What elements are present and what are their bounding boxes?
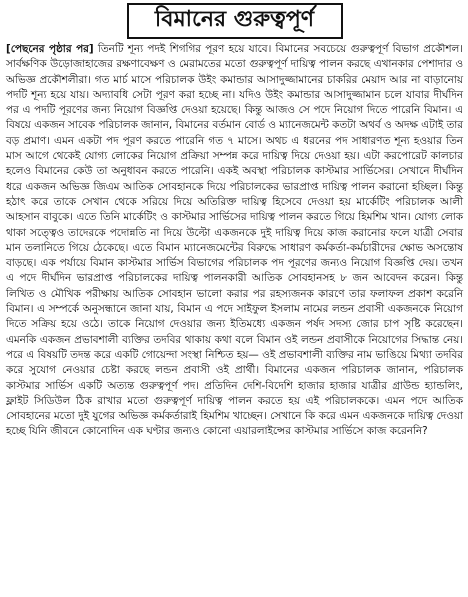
- headline: বিমানের গুরুত্বপূর্ণ: [154, 7, 315, 32]
- article-body: [6, 42, 463, 440]
- article-body-text: তিনটি শূন্য পদই শিগগির পূরণ হয়ে যাবে। বিমানের সবচেয়ে গুরুত্বপূর্ণ বিভাগ প্রকৌশল। সার্বক্ষণিক উড়োজাহাজের রক্ষণাবেক্ষণ ও মেরামতের মতো গুরুত্বপূর্ণ দায়িত্ব পালন করছে এখানকার পেশাদার ও অভিজ্ঞ প্রকৌশলীরা। গত মার্চ মাসে পরিচালক উইং কমান্ডার আসাদুজ্জামানের চাকরির মেয়াদ আর না বাড়ানোয় পদটি শূন্য হয়ে যায়। অদ্যাবধি সেটা পূরণ করা হচ্ছে না। যদিও উইং কমান্ডার আসাদুজ্জামান চলে যাবার দীর্ঘদিন পর এ পদটি পূরণের জন্য নিয়োগ বিজ্ঞপ্তি দেওয়া হয়েছে। কিন্তু আজও সে পদে নিয়োগ দিতে পারেনি বিমান। এ বিষয়ে একজন সাবেক পরিচালক জানান, বিমানের বর্তমান বোর্ড ও ম্যানেজমেন্ট কতটা অথর্ব ও অদক্ষ এটাই তার বড় প্রমাণ। এমন একটা পদ পূরণ করতে পারেনি গত ৭ মাসে। অথচ এ ধরনের পদ সাধারণত শূন্য হওয়ার তিন মাস আগে থেকেই যোগ্য লোকের নিয়োগ প্রক্রিয়া সম্পন্ন করে দায়িত্ব দিয়ে দেওয়া হয়। এটা করপোরেট কালচার হলেও বিমানের কেউ তা অনুধাবন করতে পারেনি। একই অবস্থা পরিচালক কাস্টমার সার্ভিসের। সেখানে দীর্ঘদিন ধরে একজন অভিজ্ঞ জিএম আতিক সোবহানকে দিয়ে পরিচালকের ভারপ্রাপ্ত দায়িত্ব পালন করানো হচ্ছিল। কিন্তু হঠাৎ করে তাকে সেখান থেকে সরিয়ে দিয়ে অতিরিক্ত দায়িত্ব হিসেবে দেওয়া হয় মার্কেটিং পরিচালক আলী আহসান বাবুকে। এতে তিনি মার্কেটিং ও কাস্টমার সার্ভিসের দায়িত্ব পালন করতে গিয়ে হিমশিম খান। যোগ্য লোক থাকা সত্ত্বেও তাদেরকে পদোন্নতি না দিয়ে উল্টো একজনকে দুই দায়িত্ব দিয়ে কাজ করানোর ফলে যাত্রী সেবার মান তলানিতে গিয়ে ঠেকেছে। এতে বিমান ম্যানেজমেন্টের বিরুদ্ধে সাধারণ কর্মকর্তা-কর্মচারীদের ক্ষোভ অসন্তোষ বাড়ছে। এক পর্যায়ে বিমান কাস্টমার সার্ভিস বিভাগের পরিচালক পদ পূরণের জন্যও নিয়োগ বিজ্ঞপ্তি দেয়। তখন এ পদে দীর্ঘদিন ভারপ্রাপ্ত পরিচালকের দায়িত্ব পালনকারী আতিক সোবহানসহ ৮ জন আবেদন করেন। কিন্তু লিখিত ও মৌখিক পরীক্ষায় আতিক সোবহান ভালো করার পর রহস্যজনক কারণে তার ফলাফল প্রকাশ করেনি বিমান। এ সম্পর্কে অনুসন্ধানে জানা যায়, বিমান এ পদে সাইফুল ইসলাম নামের লন্ডন প্রবাসী একজনকে নিয়োগ দিতে সক্রিয় হয়ে ওঠে। তাকে নিয়োগ দেওয়ার জন্য ইতিমধ্যে একজন পর্ষদ সদস্য জোর চাপ সৃষ্টি করেছেন। এমনকি একজন প্রভাবশালী ব্যক্তির তদবির থাকায় কথা বলে বিমান ওই লন্ডন প্রবাসীকে নিয়োগের সিদ্ধান্ত নেয়। পরে এ বিষয়টি তদন্ত করে একটি গোয়েন্দা সংস্থা নিশ্চিত হয়— ওই প্রভাবশালী ব্যক্তির নাম ভাঙিয়ে মিথ্যা তদবির করে সুযোগ নেওয়ার চেষ্টা করছে লন্ডন প্রবাসী ওই প্রার্থী। বিমানের একজন পরিচালক জানান, পরিচালক কাস্টমার সার্ভিস একটি অত্যন্ত গুরুত্বপূর্ণ পদ। প্রতিদিন দেশি-বিদেশি হাজার হাজার যাত্রীর গ্রাউন্ড হ্যান্ডলিং, ফ্লাইট সিডিউল ঠিক রাখার মতো গুরুত্বপূর্ণ দায়িত্ব পালন করতে হয় এই পরিচালককে। এমন পদে আতিক সোবহানের মতো দুই যুগের অভিজ্ঞ কর্মকর্তারাই হিমশিম খাচ্ছেন। সেখানে কি করে এমন একজনকে দায়িত্ব দেওয়া হচ্ছে যিনি জীবনে কোনোদিন এক ঘণ্টার জন্যও কোনো এয়ারলাইন্সের কাস্টমার সার্ভিসে কাজ করেননি?: [6, 43, 463, 438]
- headline-box: [127, 3, 343, 39]
- continuation-label: [পেছনের পৃষ্ঠার পর]: [6, 43, 94, 55]
